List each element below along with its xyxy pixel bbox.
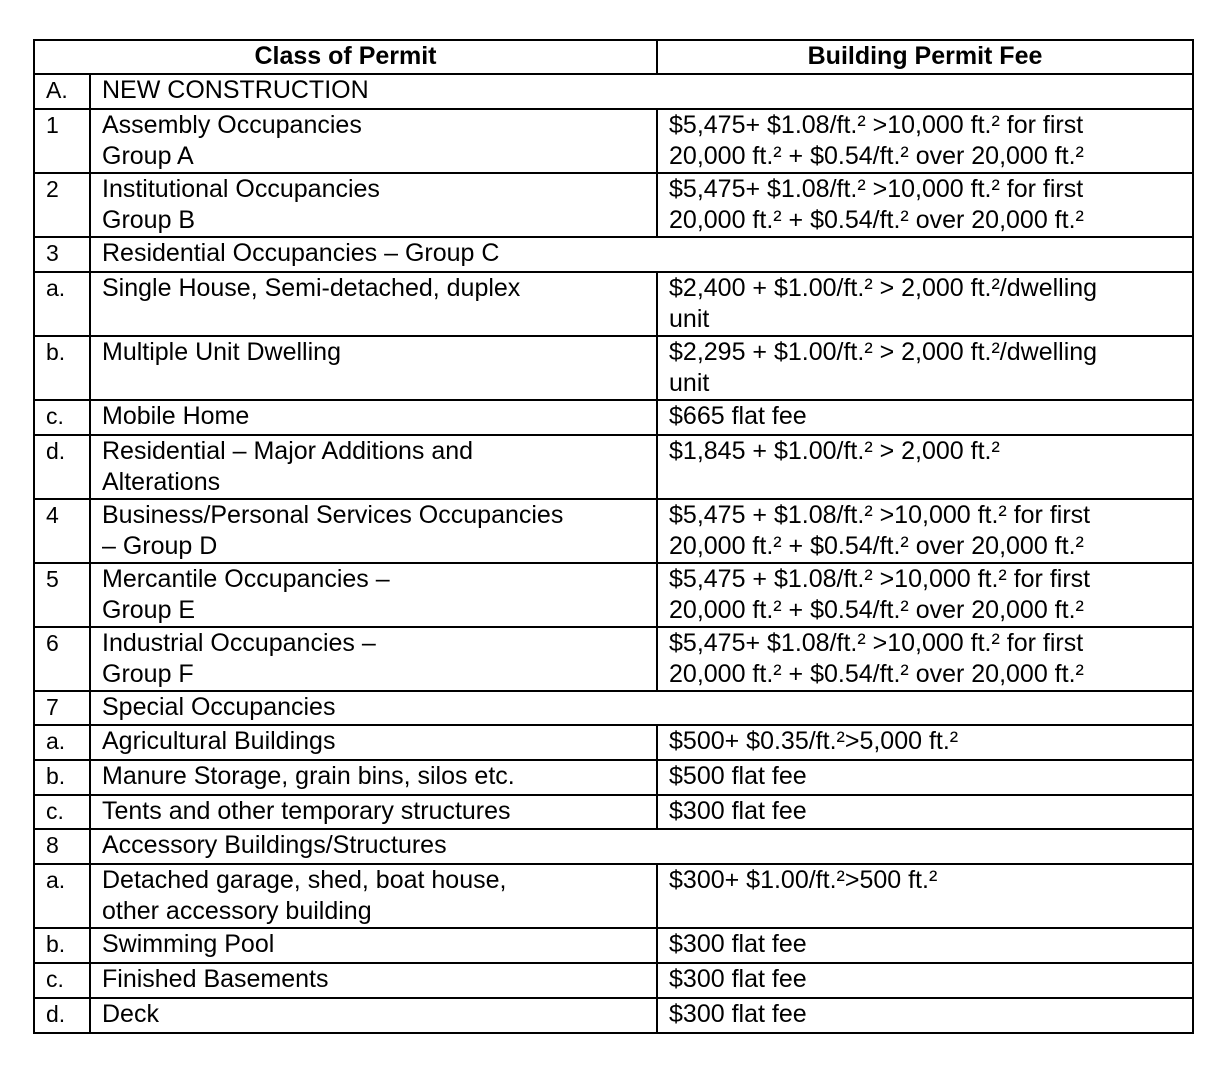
row-number: 8 <box>34 829 90 864</box>
permit-class-cell: Single House, Semi-detached, duplex <box>90 272 657 336</box>
permit-class-cell: Detached garage, shed, boat house, other accessory building <box>90 864 657 928</box>
table-row <box>34 109 1193 173</box>
table-row <box>34 435 1193 499</box>
row-number: 7 <box>34 691 90 725</box>
permit-class-cell: Tents and other temporary structures <box>90 795 657 829</box>
row-number: a. <box>34 864 90 928</box>
permit-fee-cell: $2,295 + $1.00/ft.² > 2,000 ft.²/dwelling unit <box>657 336 1193 400</box>
row-number: 2 <box>34 173 90 237</box>
row-number: 6 <box>34 627 90 691</box>
permit-class-cell: Finished Basements <box>90 963 657 998</box>
row-number: a. <box>34 725 90 760</box>
permit-fee-cell: $300 flat fee <box>657 928 1193 963</box>
section-row <box>34 829 1193 864</box>
table-row <box>34 563 1193 627</box>
row-number: c. <box>34 795 90 829</box>
permit-fee-cell: $5,475 + $1.08/ft.² >10,000 ft.² for first 20,000 ft.² + $0.54/ft.² over 20,000 ft.² <box>657 563 1193 627</box>
permit-class-cell: Institutional Occupancies Group B <box>90 173 657 237</box>
permit-fee-cell: $300 flat fee <box>657 998 1193 1033</box>
section-row <box>34 74 1193 109</box>
permit-class-cell: Special Occupancies <box>90 691 1193 725</box>
row-number: b. <box>34 336 90 400</box>
permit-class-cell: NEW CONSTRUCTION <box>90 74 1193 109</box>
header-row <box>34 40 1193 74</box>
permit-class-cell: Multiple Unit Dwelling <box>90 336 657 400</box>
section-row <box>34 237 1193 272</box>
row-number: 1 <box>34 109 90 173</box>
row-number: b. <box>34 760 90 795</box>
row-number: c. <box>34 400 90 435</box>
table-row <box>34 627 1193 691</box>
row-number: 4 <box>34 499 90 563</box>
permit-class-cell: Swimming Pool <box>90 928 657 963</box>
permit-fee-cell: $5,475+ $1.08/ft.² >10,000 ft.² for first 20,000 ft.² + $0.54/ft.² over 20,000 ft.² <box>657 173 1193 237</box>
table-row <box>34 272 1193 336</box>
row-number: c. <box>34 963 90 998</box>
row-number: d. <box>34 998 90 1033</box>
row-number: b. <box>34 928 90 963</box>
table-row <box>34 795 1193 829</box>
permit-class-cell: Agricultural Buildings <box>90 725 657 760</box>
table-row <box>34 864 1193 928</box>
row-number: a. <box>34 272 90 336</box>
permit-class-cell: Industrial Occupancies – Group F <box>90 627 657 691</box>
table-row <box>34 336 1193 400</box>
permit-fee-cell: $5,475+ $1.08/ft.² >10,000 ft.² for first 20,000 ft.² + $0.54/ft.² over 20,000 ft.² <box>657 109 1193 173</box>
permit-class-cell: Deck <box>90 998 657 1033</box>
permit-class-cell: Accessory Buildings/Structures <box>90 829 1193 864</box>
row-number: d. <box>34 435 90 499</box>
permit-class-cell: Business/Personal Services Occupancies – Group D <box>90 499 657 563</box>
permit-fee-cell: $500 flat fee <box>657 760 1193 795</box>
permit-fee-table <box>33 39 1194 1034</box>
permit-fee-cell: $665 flat fee <box>657 400 1193 435</box>
permit-class-cell: Residential – Major Additions and Alterations <box>90 435 657 499</box>
permit-fee-cell: $1,845 + $1.00/ft.² > 2,000 ft.² <box>657 435 1193 499</box>
building-permit-fee-header: Building Permit Fee <box>657 40 1193 74</box>
permit-class-cell: Mercantile Occupancies – Group E <box>90 563 657 627</box>
table-row <box>34 760 1193 795</box>
table-row <box>34 725 1193 760</box>
table-row <box>34 400 1193 435</box>
permit-fee-cell: $5,475+ $1.08/ft.² >10,000 ft.² for first 20,000 ft.² + $0.54/ft.² over 20,000 ft.² <box>657 627 1193 691</box>
permit-class-cell: Residential Occupancies – Group C <box>90 237 1193 272</box>
permit-class-cell: Mobile Home <box>90 400 657 435</box>
permit-class-cell: Manure Storage, grain bins, silos etc. <box>90 760 657 795</box>
permit-class-cell: Assembly Occupancies Group A <box>90 109 657 173</box>
table-row <box>34 998 1193 1033</box>
table-row <box>34 963 1193 998</box>
row-number: 3 <box>34 237 90 272</box>
table-row <box>34 499 1193 563</box>
section-row <box>34 691 1193 725</box>
permit-fee-cell: $300+ $1.00/ft.²>500 ft.² <box>657 864 1193 928</box>
class-of-permit-header: Class of Permit <box>34 40 657 74</box>
row-number: 5 <box>34 563 90 627</box>
permit-fee-cell: $300 flat fee <box>657 795 1193 829</box>
permit-fee-cell: $500+ $0.35/ft.²>5,000 ft.² <box>657 725 1193 760</box>
fee-table-body <box>34 74 1193 1033</box>
table-row <box>34 173 1193 237</box>
table-row <box>34 928 1193 963</box>
row-number: A. <box>34 74 90 109</box>
permit-fee-cell: $2,400 + $1.00/ft.² > 2,000 ft.²/dwelling unit <box>657 272 1193 336</box>
permit-fee-cell: $5,475 + $1.08/ft.² >10,000 ft.² for first 20,000 ft.² + $0.54/ft.² over 20,000 ft.² <box>657 499 1193 563</box>
permit-fee-cell: $300 flat fee <box>657 963 1193 998</box>
